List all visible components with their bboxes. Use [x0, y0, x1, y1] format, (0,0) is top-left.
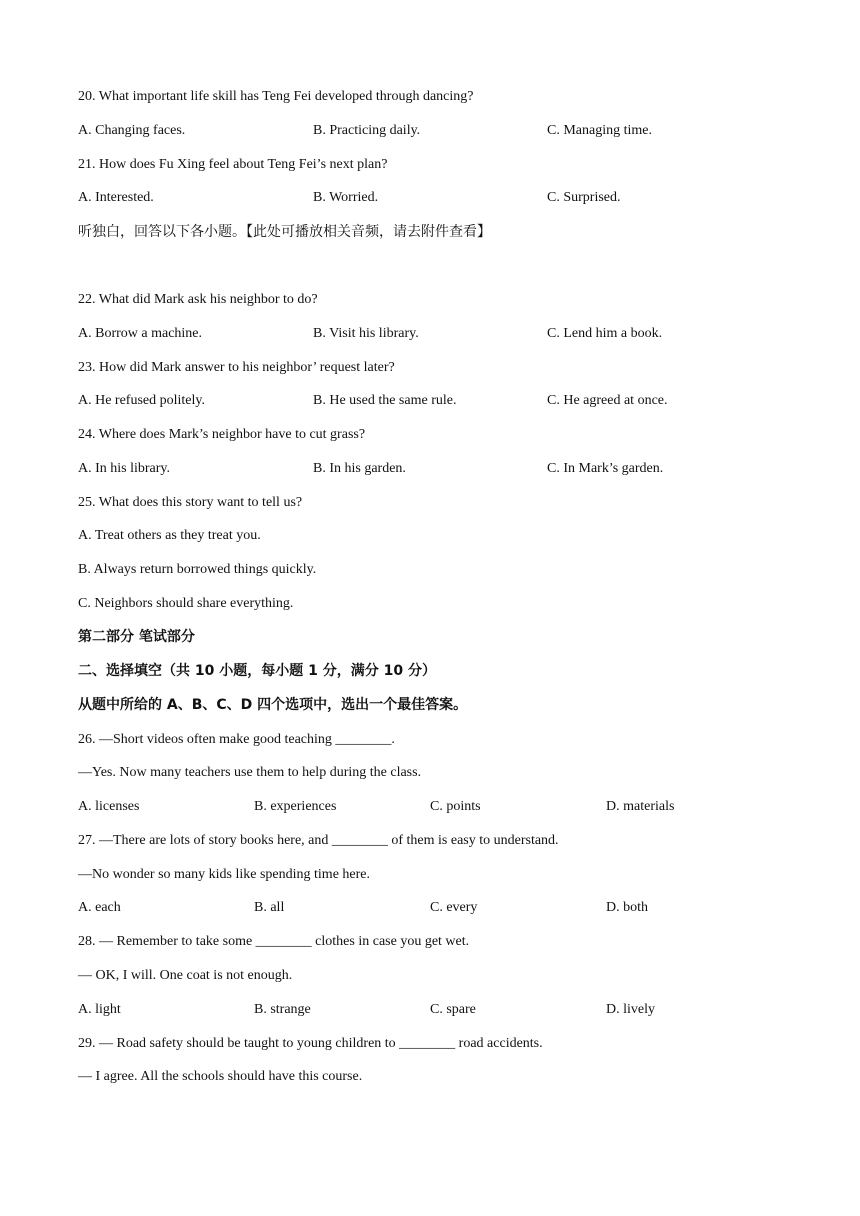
question-26-stem: 26. —Short videos often make good teaching ________.	[78, 732, 395, 747]
question-21-stem: 21. How does Fu Xing feel about Teng Fei’s next plan?	[78, 157, 388, 172]
question-26-option-d: D. materials	[606, 799, 675, 814]
section-two-instruction: 从题中所给的 A、B、C、D 四个选项中，选出一个最佳答案。	[78, 697, 468, 713]
monologue-instruction: 听独白，回答以下各小题。【此处可播放相关音频，请去附件查看】	[78, 224, 491, 240]
question-29-reply: — I agree. All the schools should have this course.	[78, 1069, 363, 1084]
question-23-stem: 23. How did Mark answer to his neighbor’ request later?	[78, 360, 395, 375]
question-27-reply: —No wonder so many kids like spending time here.	[78, 867, 371, 882]
question-24-option-a: A. In his library.	[78, 461, 171, 476]
question-23-option-c: C. He agreed at once.	[547, 393, 668, 408]
question-23-option-a: A. He refused politely.	[78, 393, 205, 408]
question-21-option-a: A. Interested.	[78, 190, 154, 205]
question-25-option-a: A. Treat others as they treat you.	[78, 528, 261, 543]
question-25-option-c: C. Neighbors should share everything.	[78, 596, 294, 611]
question-24-stem: 24. Where does Mark’s neighbor have to cut grass?	[78, 427, 366, 442]
question-24-option-b: B. In his garden.	[313, 461, 406, 476]
question-25-stem: 25. What does this story want to tell us?	[78, 495, 303, 510]
question-26-option-c: C. points	[430, 799, 481, 814]
question-28-reply: — OK, I will. One coat is not enough.	[78, 968, 293, 983]
question-27-option-d: D. both	[606, 900, 648, 915]
question-25-option-b: B. Always return borrowed things quickly.	[78, 562, 317, 577]
question-23-option-b: B. He used the same rule.	[313, 393, 457, 408]
question-20-option-b: B. Practicing daily.	[313, 123, 421, 138]
question-22-option-c: C. Lend him a book.	[547, 326, 663, 341]
question-22-stem: 22. What did Mark ask his neighbor to do?	[78, 292, 318, 307]
question-29-stem: 29. — Road safety should be taught to young children to ________ road accidents.	[78, 1036, 543, 1051]
question-22-option-b: B. Visit his library.	[313, 326, 419, 341]
question-28-option-c: C. spare	[430, 1002, 476, 1017]
question-28-option-b: B. strange	[254, 1002, 311, 1017]
question-28-stem: 28. — Remember to take some ________ clothes in case you get wet.	[78, 934, 470, 949]
question-28-option-a: A. light	[78, 1002, 121, 1017]
question-20-option-a: A. Changing faces.	[78, 123, 186, 138]
question-24-option-c: C. In Mark’s garden.	[547, 461, 664, 476]
question-26-option-a: A. licenses	[78, 799, 140, 814]
question-21-option-b: B. Worried.	[313, 190, 379, 205]
question-21-option-c: C. Surprised.	[547, 190, 621, 205]
question-26-option-b: B. experiences	[254, 799, 337, 814]
question-27-option-c: C. every	[430, 900, 478, 915]
question-27-option-a: A. each	[78, 900, 121, 915]
question-27-stem: 27. —There are lots of story books here, and ________ of them is easy to understand.	[78, 833, 559, 848]
question-26-reply: —Yes. Now many teachers use them to help during the class.	[78, 765, 422, 780]
question-20-stem: 20. What important life skill has Teng Fei developed through dancing?	[78, 89, 474, 104]
question-28-option-d: D. lively	[606, 1002, 655, 1017]
section-two-title: 二、选择填空（共 10 小题，每小题 1 分，满分 10 分）	[78, 663, 436, 679]
question-22-option-a: A. Borrow a machine.	[78, 326, 203, 341]
question-27-option-b: B. all	[254, 900, 285, 915]
part-two-title: 第二部分 笔试部分	[78, 629, 195, 645]
question-20-option-c: C. Managing time.	[547, 123, 652, 138]
